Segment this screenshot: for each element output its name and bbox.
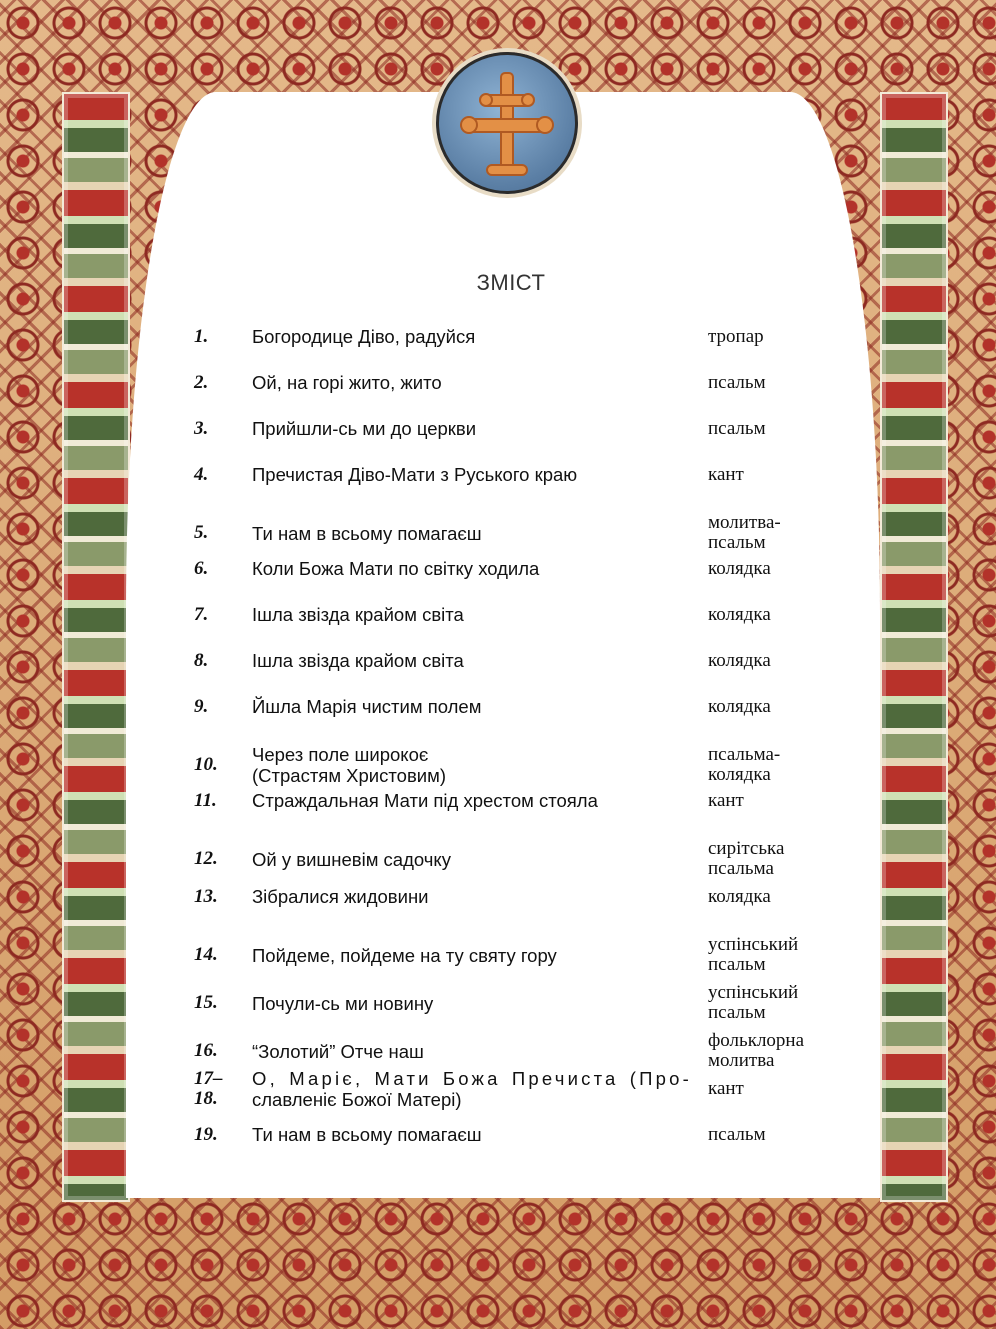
toc-genre-line: псальма- bbox=[708, 744, 781, 765]
page-title: ЗМІСТ bbox=[476, 270, 546, 295]
right-ornament-column bbox=[880, 92, 948, 1202]
toc-number-line: 7. bbox=[194, 603, 209, 625]
patriarchal-cross-icon bbox=[439, 55, 575, 191]
toc-genre-line: псальма bbox=[708, 858, 774, 879]
toc-genre-line: фольклорна bbox=[708, 1030, 805, 1051]
toc-title-line: “Золотий” Отче наш bbox=[252, 1040, 424, 1062]
toc-title-line: (Страстям Христовим) bbox=[252, 765, 446, 786]
toc-number-line: 11. bbox=[194, 789, 217, 811]
toc-genre-line: псальм bbox=[708, 532, 766, 553]
toc-genre-line: псальм bbox=[708, 1123, 766, 1145]
toc-number-line: 17– bbox=[194, 1068, 223, 1089]
toc-genre-line: тропар bbox=[708, 325, 764, 347]
toc-title-line: Ішла звізда крайом світа bbox=[252, 650, 464, 671]
toc-number-line: 16. bbox=[194, 1040, 218, 1061]
toc-number-line: 8. bbox=[194, 649, 209, 671]
toc-number-line: 4. bbox=[194, 463, 209, 485]
toc-number-line: 12. bbox=[194, 848, 218, 869]
toc-title-line: Йшла Марія чистим полем bbox=[252, 696, 482, 717]
toc-title-line: Зібралися жидовини bbox=[252, 886, 429, 907]
toc-genre-line: колядка bbox=[708, 603, 771, 625]
toc-genre-line: кант bbox=[708, 789, 744, 811]
toc-number-line: 15. bbox=[194, 992, 218, 1013]
toc-genre-line: колядка bbox=[708, 885, 771, 907]
toc-genre-line: колядка bbox=[708, 764, 771, 785]
toc-title-line: славленіє Божої Матері) bbox=[252, 1089, 462, 1110]
cross-medallion bbox=[436, 52, 578, 194]
toc-title-line: Богородице Діво, радуйся bbox=[252, 326, 476, 347]
toc-genre-line: псальм bbox=[708, 417, 766, 439]
toc-title-line: Ти нам в всьому помагаєш bbox=[252, 1124, 482, 1145]
toc-genre-line: псальм bbox=[708, 954, 766, 975]
toc-number-line: 6. bbox=[194, 557, 209, 579]
toc-genre-line: псальм bbox=[708, 1002, 766, 1023]
toc-number-line: 2. bbox=[194, 371, 209, 393]
left-ornament-column bbox=[62, 92, 130, 1202]
toc-number-line: 3. bbox=[194, 417, 209, 439]
toc-number-line: 5. bbox=[194, 522, 209, 543]
toc-genre-line: молитва- bbox=[708, 512, 781, 533]
toc-genre-line: колядка bbox=[708, 557, 771, 579]
toc-number-line: 10. bbox=[194, 754, 218, 775]
toc-title-line: Почули-сь ми новину bbox=[252, 992, 434, 1014]
toc-number-line: 13. bbox=[194, 885, 218, 907]
toc-title-line: Прийшли-сь ми до церкви bbox=[252, 418, 477, 439]
toc-number-line: 19. bbox=[194, 1123, 218, 1145]
toc-genre-line: молитва bbox=[708, 1050, 775, 1071]
toc-title-line: Ти нам в всьому помагаєш bbox=[252, 522, 482, 544]
toc-genre-line: кант bbox=[708, 463, 744, 485]
toc-title-line: Коли Божа Мати по світку ходила bbox=[252, 558, 540, 579]
content-panel bbox=[126, 92, 880, 1198]
toc-genre-line: успінський bbox=[708, 934, 799, 955]
toc-title-line: Пойдеме, пойдеме на ту святу гору bbox=[252, 944, 557, 966]
toc-number-line: 1. bbox=[194, 325, 209, 347]
toc-genre-line: успінський bbox=[708, 982, 799, 1003]
toc-number-line: 14. bbox=[194, 944, 218, 965]
toc-title-line: Ой у вишневім садочку bbox=[252, 848, 451, 870]
toc-number-line: 18. bbox=[194, 1088, 218, 1109]
toc-genre-line: кант bbox=[708, 1078, 744, 1099]
toc-title-line: Пречистая Діво-Мати з Руського краю bbox=[252, 464, 578, 485]
toc-genre-line: колядка bbox=[708, 649, 771, 671]
toc-title-line: Страждальная Мати під хрестом стояла bbox=[252, 790, 598, 811]
toc-title-line: О, Маріє, Мати Божа Пречиста (Про- bbox=[252, 1068, 692, 1089]
toc-genre-line: сирітська bbox=[708, 838, 785, 859]
toc-genre-line: псальм bbox=[708, 371, 766, 393]
toc-title-line: Ішла звізда крайом світа bbox=[252, 604, 464, 625]
toc-title-line: Через поле широкоє bbox=[252, 744, 429, 765]
toc-title-line: Ой, на горі жито, жито bbox=[252, 372, 442, 393]
toc-number-line: 9. bbox=[194, 695, 209, 717]
toc-genre-line: колядка bbox=[708, 695, 771, 717]
